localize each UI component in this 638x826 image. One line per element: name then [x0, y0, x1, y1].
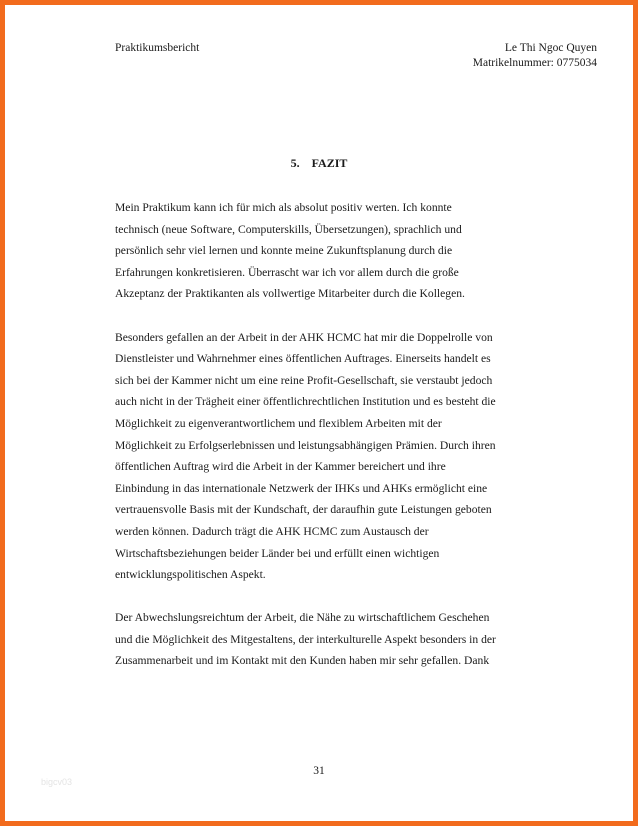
- header-matriculation-number: Matrikelnummer: 0775034: [472, 57, 597, 69]
- text-line: Besonders gefallen an der Arbeit in der AHK HCMC hat mir die Doppelrolle von: [115, 330, 493, 344]
- text-line: Der Abwechslungsreichtum der Arbeit, die Nähe zu wirtschaftlichem Geschehen: [115, 611, 490, 625]
- text-line: Akzeptanz der Praktikanten als vollwertige Mitarbeiter durch die Kollegen.: [115, 287, 465, 301]
- text-line: Zusammenarbeit und im Kontakt mit den Kunden haben mir sehr gefallen. Dank: [115, 654, 490, 668]
- header-report-title: Praktikumsbericht: [115, 42, 200, 54]
- text-line: vertrauensvolle Basis mit der Kundschaft, der daraufhin gute Leistungen geboten: [115, 503, 492, 517]
- text-line: werden können. Dadurch trägt die AHK HCMC zum Austausch der: [115, 524, 429, 538]
- text-line: sich bei der Kammer nicht um eine reine Profit-Gesellschaft, sie verstaubt jedoch: [115, 373, 493, 387]
- text-line: persönlich sehr viel lernen und konnte meine Zukunftsplanung durch die: [115, 244, 453, 258]
- text-line: Erfahrungen konkretisieren. Überrascht war ich vor allem durch die große: [115, 265, 459, 279]
- text-line: öffentlichen Auftrag wird die Arbeit in der Kammer bereichert und ihre: [115, 460, 446, 474]
- text-line: Mein Praktikum kann ich für mich als absolut positiv werten. Ich konnte: [115, 201, 452, 214]
- text-line: entwicklungspolitischen Aspekt.: [115, 568, 266, 582]
- text-line: Möglichkeit zu eigenverantwortlichem und flexiblem Arbeiten mit der: [115, 416, 442, 430]
- page-number: 31: [313, 765, 325, 777]
- text-line: und die Möglichkeit des Mitgestaltens, der interkulturelle Aspekt besonders in der: [115, 632, 496, 646]
- text-line: Dienstleister und Wahrnehmer eines öffentlichen Auftrages. Einerseits handelt es: [115, 352, 491, 366]
- section-number: 5.: [290, 156, 300, 170]
- paragraph-2: [115, 327, 555, 586]
- text-line: Möglichkeit zu Erfolgserlebnissen und leistungsabhängigen Prämien. Durch ihren: [115, 438, 496, 452]
- section-title: FAZIT: [311, 156, 348, 170]
- text-line: Wirtschaftsbeziehungen beider Länder bei und erfüllt einen wichtigen: [115, 546, 440, 560]
- section-heading: [5, 155, 633, 171]
- header-author-block: [473, 41, 597, 71]
- paragraph-1: [115, 197, 555, 305]
- text-line: auch nicht in der Trägheit einer öffentlichrechtlichen Institution und es besteht die: [115, 395, 496, 409]
- paragraph-3: [115, 607, 555, 672]
- body-text: [115, 197, 555, 694]
- header-author-name: Le Thi Ngoc Quyen: [504, 42, 597, 54]
- watermark: bigcv03: [41, 777, 73, 787]
- text-line: technisch (neue Software, Computerskills, Übersetzungen), sprachlich und: [115, 222, 462, 236]
- text-line: Einbindung in das internationale Netzwerk der IHKs und AHKs ermöglicht eine: [115, 481, 488, 495]
